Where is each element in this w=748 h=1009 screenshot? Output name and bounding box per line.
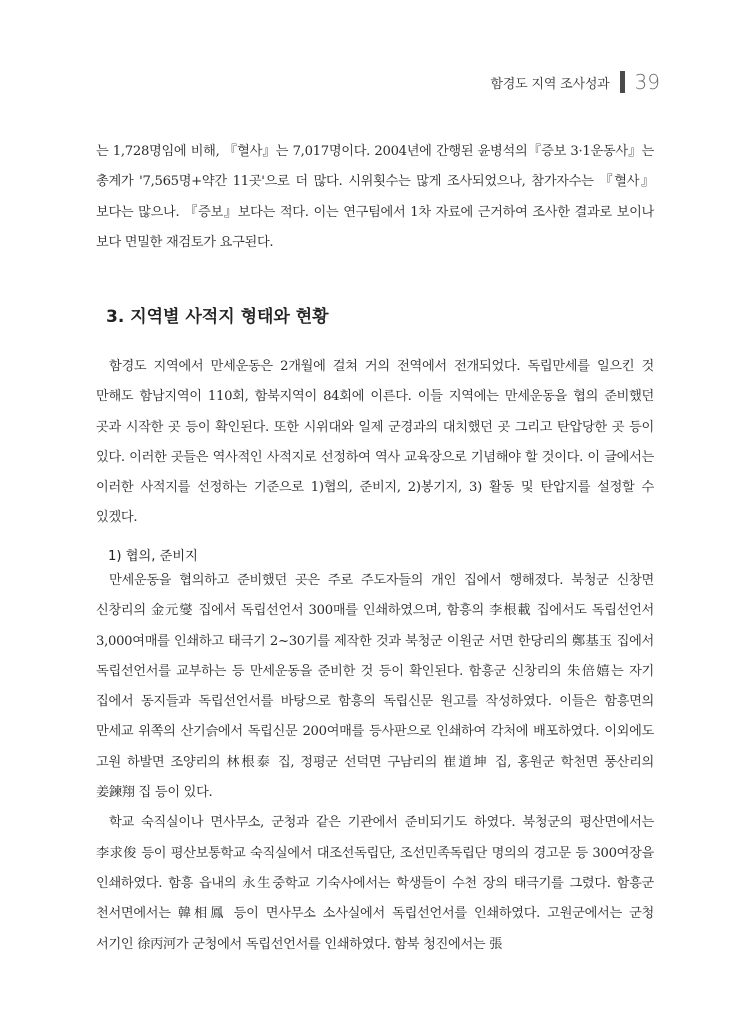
section-heading: 3. 지역별 사적지 형태와 현황 [106, 307, 329, 327]
subsection-heading: 1) 협의, 준비지 [108, 549, 198, 564]
subsection-paragraph-1: 만세운동을 협의하고 준비했던 곳은 주로 주도자들의 개인 집에서 행해졌다. 북청군 신창면 신창리의 金元燮 집에서 독립선언서 300매를 인쇄하였으며, 함흥의 李根載 집에서도 독립선언서 3,000여매를 인쇄하고 태극기 2~30기를 제작한 것과 북청군 이원군 서면 한당리의 鄭基玉 집에서 독립선언서를 교부하는 등 만세운동을 준비한 것 등이 확인된다. 함흥군 신창리의 朱倍嬉는 자기 집에서 동지들과 독립선언서를 바탕으로 함흥의 독립신문 원고를 작성하였다. 이들은 함흥면의 만세교 위쪽의 산기슭에서 독립신문 200여매를 등사판으로 인쇄하여 각처에 배포하였다. 이외에도 고원 하발면 조양리의 林根泰 집, 정평군 선덕면 구남리의 崔道坤 집, 홍원군 학천면 풍산리의 姜鍊翔 집 등이 있다. [96, 573, 654, 801]
intro-block [96, 137, 654, 258]
section-block [96, 352, 654, 534]
page-number: 39 [634, 70, 660, 94]
header-title: 함경도 지역 조사성과 [490, 76, 610, 92]
intro-paragraph: 는 1,728명임에 비해, 『혈사』는 7,017명이다. 2004년에 간행된 윤병석의『증보 3·1운동사』는 총계가 '7,565명+약간 11곳'으로 더 많다. 시위횟수는 많게 조사되었으나, 참가자수는 『혈사』보다는 많으나. 『증보』보다는 적다. 이는 연구팀에서 1차 자료에 근거하여 조사한 결과로 보이나 보다 면밀한 재검토가 요구된다. [96, 144, 654, 250]
subsection-block [96, 566, 654, 960]
section-paragraph: 함경도 지역에서 만세운동은 2개월에 걸쳐 거의 전역에서 전개되었다. 독립만세를 일으킨 것 만해도 함남지역이 110회, 함북지역이 84회에 이른다. 이들 지역에는 만세운동을 협의 준비했던 곳과 시작한 곳 등이 확인된다. 또한 시위대와 일제 군경과의 대치했던 곳 그리고 탄압당한 곳 등이 있다. 이러한 곳들은 역사적인 사적지로 선정하여 역사 교육장으로 기념해야 할 것이다. 이 글에서는 이러한 사적지를 선정하는 기준으로 1)협의, 준비지, 2)봉기지, 3) 활동 및 탄압지를 설정할 수 있겠다. [96, 359, 654, 526]
subsection-paragraph-2: 학교 숙직실이나 면사무소, 군청과 같은 기관에서 준비되기도 하였다. 북청군의 평산면에서는 李求俊 등이 평산보통학교 숙직실에서 대조선독립단, 조선민족독립단 명의의 경고문 등 300여장을 인쇄하였다. 함흥 읍내의 永生중학교 기숙사에서는 학생들이 수천 장의 태극기를 그렸다. 함흥군 천서면에서는 韓相鳳 등이 면사무소 소사실에서 독립선언서를 인쇄하였다. 고원군에서는 군청 서기인 徐丙河가 군청에서 독립선언서를 인쇄하였다. 함북 청진에서는 張 [96, 815, 654, 952]
header-divider-bar [620, 71, 625, 93]
running-header [490, 70, 660, 94]
